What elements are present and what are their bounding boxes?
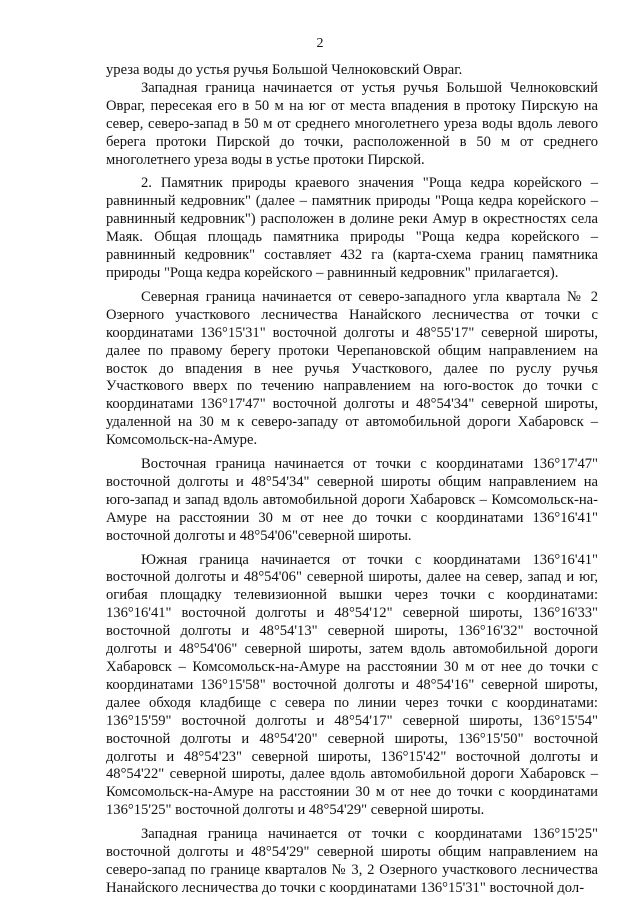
paragraph-western-border-1: Западная граница начинается от устья ручья Большой Челноковский Овраг, пересекая его в 50 м на юг от места впадения в протоку Пирскую на север, северо-запад в 50 м от среднего многолетнего уреза воды вдоль левого берега протоки Пирской до точки, расположенной в 50 м от среднего многолетнего уреза воды в устье протоки Пирской. xyxy=(106,79,598,168)
document-body xyxy=(106,62,598,898)
paragraph-continuation: уреза воды до устья ручья Большой Челноковский Овраг. xyxy=(106,62,463,78)
paragraph-southern-border: Южная граница начинается от точки с координатами 136°16'41" восточной долготы и 48°54'06" северной широты, далее на север, запад и юг, огибая площадку телевизионной вышки через точки с координатами: 136°16'41" восточной долготы и 48°54'12" северной широты, 136°16'33" восточной долготы и 48°54'13" северной широты, 136°16'32" восточной долготы и 48°54'06" северной широты, затем вдоль автомобильной дороги Хабаровск – Комсомольск-на-Амуре на расстоянии 30 м от нее до точки с координатами 136°15'58" восточной долготы и 48°54'16" северной широты, далее обходя кладбище с севера по линии через точки с координатами: 136°15'59" восточной долготы и 48°54'17" северной широты, 136°15'54" восточной долготы и 48°54'20" северной широты, 136°15'50" восточной долготы и 48°54'23" северной широты, 136°15'42" восточной долготы и 48°54'22" северной широты, далее вдоль автомобильной дороги Хабаровск – Комсомольск-на-Амуре на расстоянии 30 м от нее до точки с координатами 136°15'25" восточной долготы и 48°54'29" северной широты. xyxy=(106,551,598,819)
paragraph-western-border-2: Западная граница начинается от точки с координатами 136°15'25" восточной долготы и 48°54'29" северной широты общим направлением на северо-запад по границе кварталов № 3, 2 Озерного участкового лесничества Нанайского лесничества до точки с координатами 136°15'31" восточной дол- xyxy=(106,826,598,896)
paragraph-nature-monument-2: 2. Памятник природы краевого значения "Роща кедра корейского – равнинный кедровник" (далее – памятник природы "Роща кедра корейского – равнинный кедровник") расположен в долине реки Амур в окрестностях села Маяк. Общая площадь памятника природы "Роща кедра корейского – равнинный кедровник" составляет 432 га (карта-схема границ памятника природы "Роща кедра корейского – равнинный кедровник" прилагается). xyxy=(106,175,598,281)
page-number: 2 xyxy=(316,36,324,51)
paragraph-northern-border: Северная граница начинается от северо-западного угла квартала № 2 Озерного участкового лесничества Нанайского лесничества от точки с координатами 136°15'31" восточной долготы и 48°55'17" северной широты, далее по правому берегу протоки Черепановской общим направлением на восток до впадения в нее ручья Участкового, далее по руслу ручья Участкового вверх по течению направлением на юго-восток до точки с координатами 136°17'47" восточной долготы и 48°54'34" северной широты, удаленной на 30 м к северо-западу от автомобильной дороги Хабаровск – Комсомольск-на-Амуре. xyxy=(106,288,598,449)
paragraph-eastern-border: Восточная граница начинается от точки с координатами 136°17'47" восточной долготы и 48°54'34" северной широты общим направлением на юго-запад и запад вдоль автомобильной дороги Хабаровск – Комсомольск-на-Амуре на расстоянии 30 м от нее до точки с координатами 136°16'41" восточной долготы и 48°54'06"северной широты. xyxy=(106,456,598,544)
